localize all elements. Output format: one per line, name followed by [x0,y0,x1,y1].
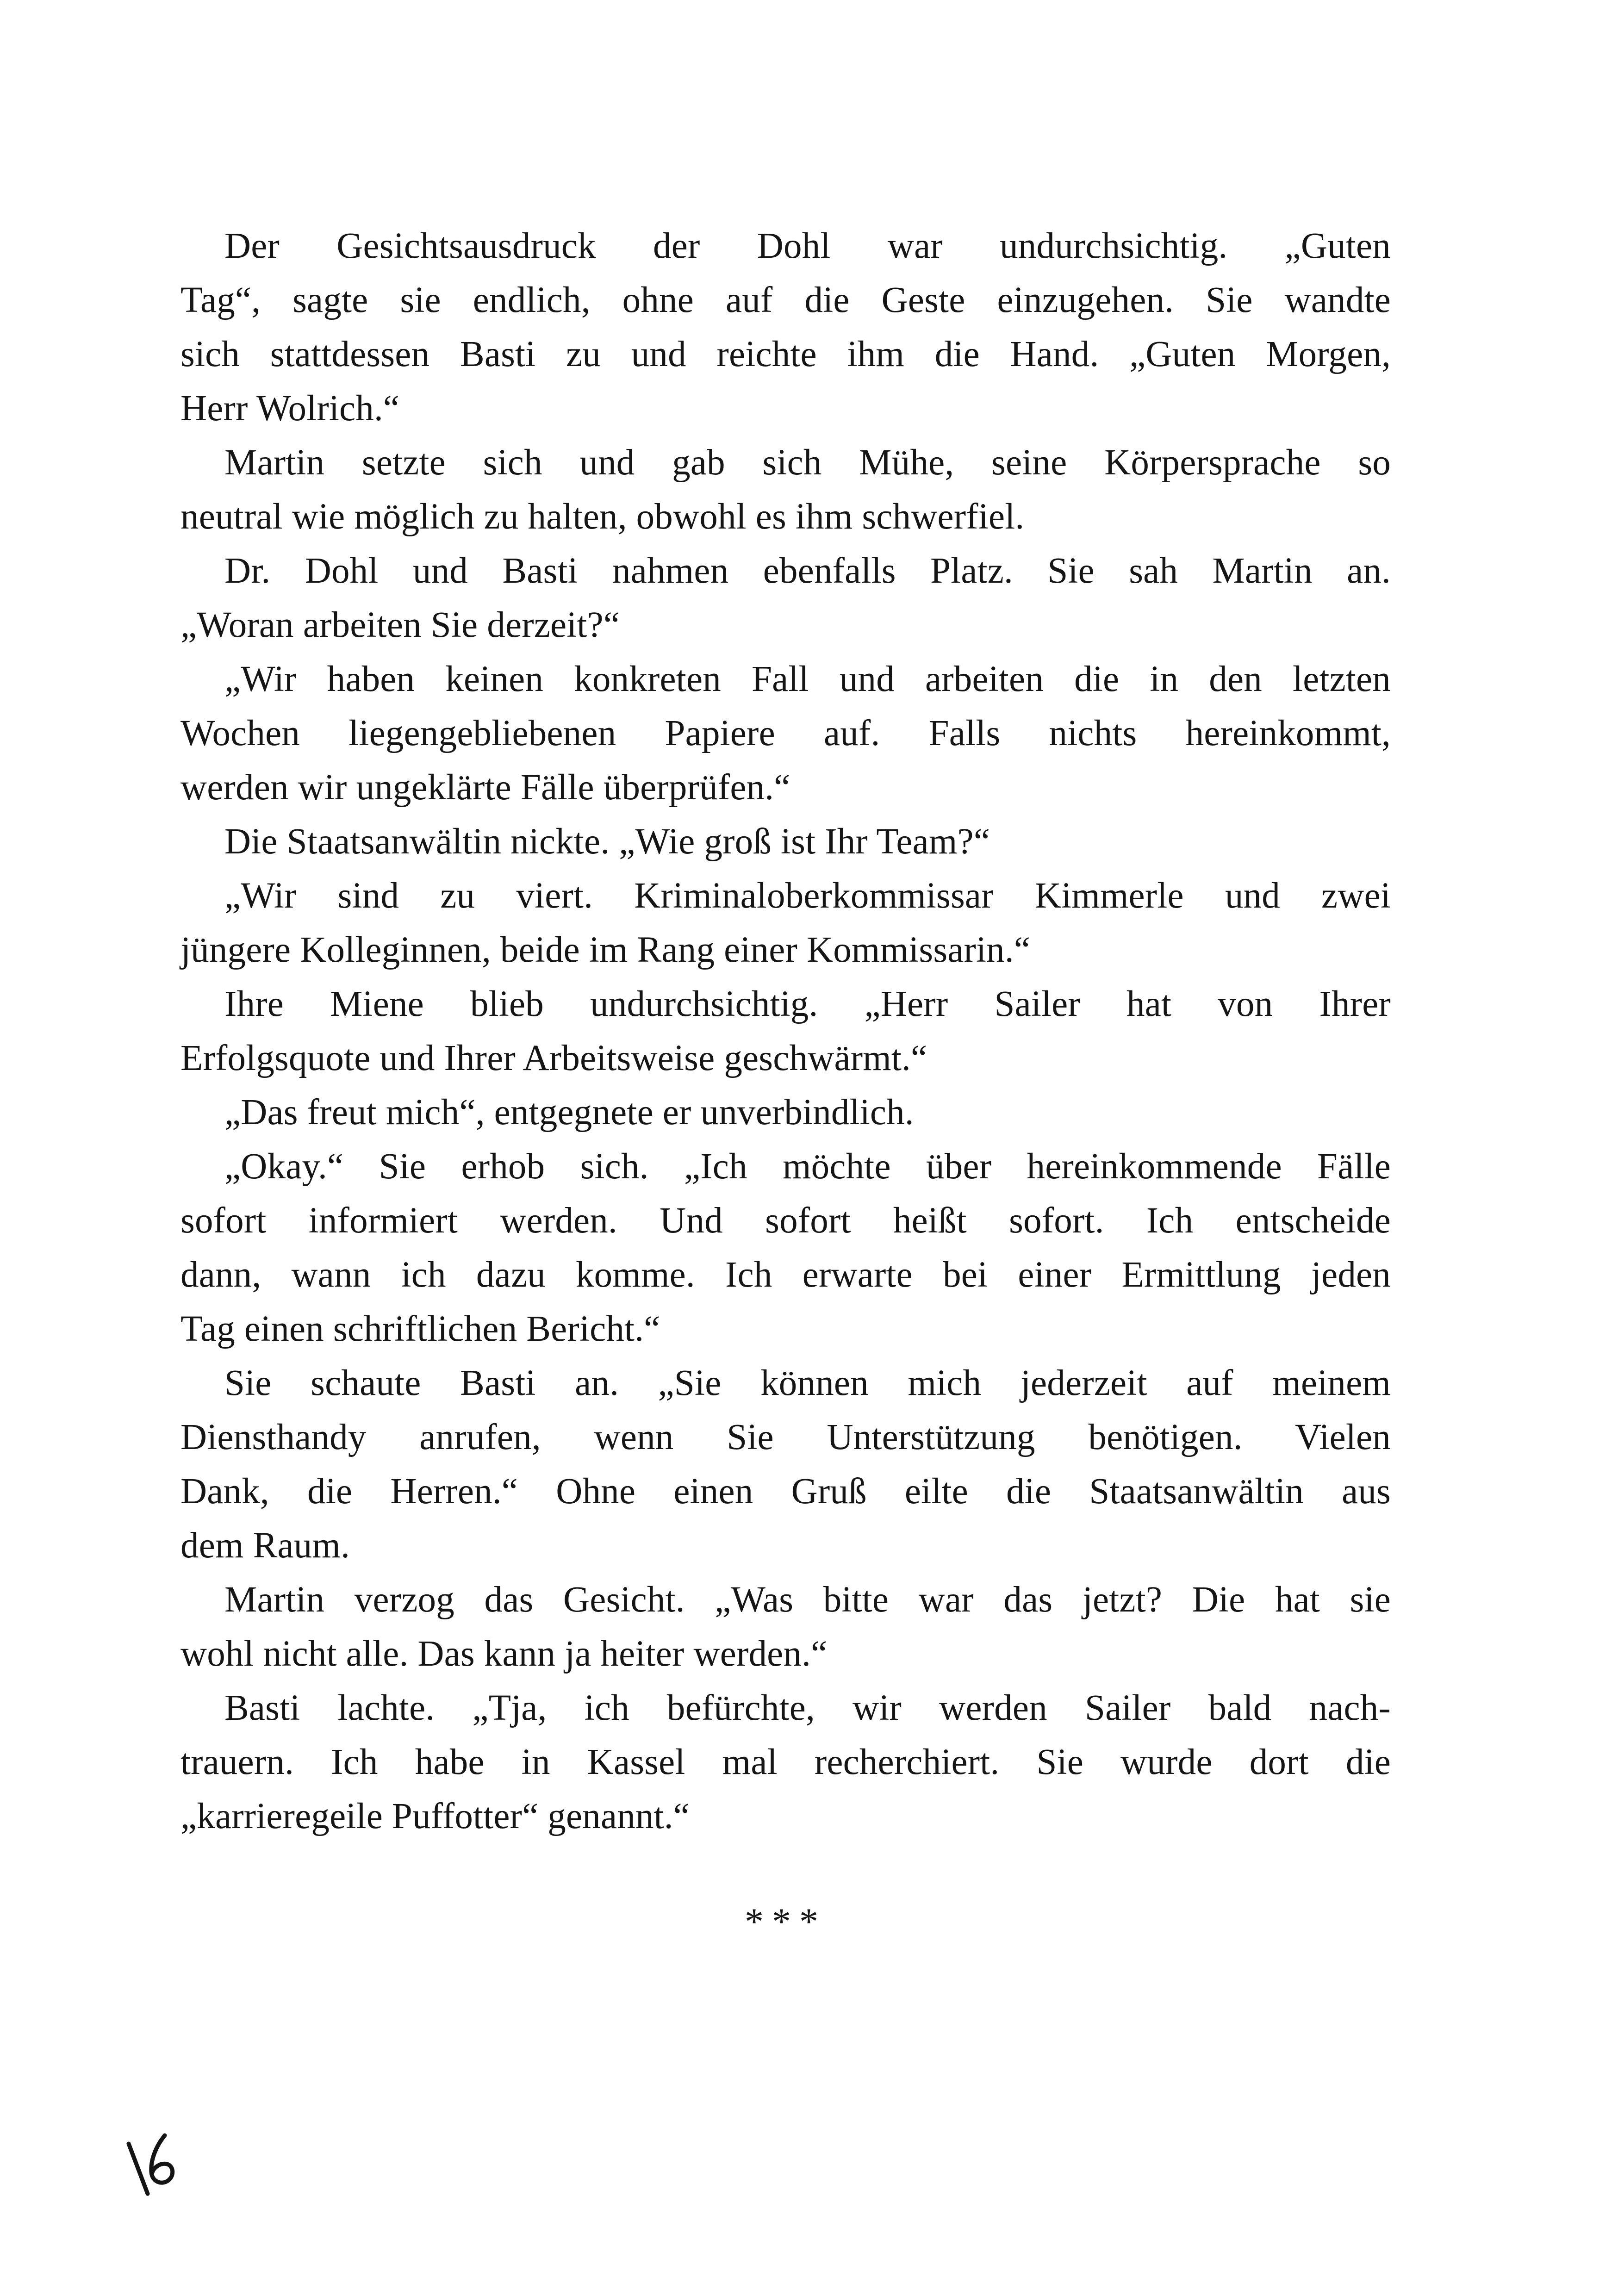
text-line: „karrieregeile Puffotter“ genannt.“ [180,1796,690,1836]
text-line: sofort informiert werden. Und sofort heißt sofort. Ich entscheide [180,1201,1391,1241]
paragraph [180,1356,1391,1573]
text-line: dem Raum. [180,1525,350,1566]
paragraph [180,1139,1391,1356]
text-line: trauern. Ich habe in Kassel mal recherchiert. Sie wurde dort die [180,1742,1391,1782]
text-line: Die Staatsanwältin nickte. „Wie groß ist Ihr Team?“ [224,821,990,862]
paragraph [180,219,1391,436]
text-line: Diensthandy anrufen, wenn Sie Unterstützung benötigen. Vielen [180,1417,1391,1457]
text-line: Der Gesichtsausdruck der Dohl war undurchsichtig. „Guten [224,226,1391,266]
handwritten-page-number-strokes [121,2129,195,2203]
body-text [180,219,1391,1843]
scene-separator: *** [745,1900,827,1942]
text-line: Herr Wolrich.“ [180,388,400,429]
text-line: sich stattdessen Basti zu und reichte ihm die Hand. „Guten Morgen, [180,334,1391,374]
text-line: Sie schaute Basti an. „Sie können mich jederzeit auf meinem [224,1363,1391,1403]
text-line: neutral wie möglich zu halten, obwohl es ihm schwerfiel. [180,497,1025,537]
paragraph [180,1085,1391,1139]
text-line: Wochen liegengebliebenen Papiere auf. Falls nichts hereinkommt, [180,713,1391,753]
text-line: „Wir sind zu viert. Kriminaloberkommissar Kimmerle und zwei [224,876,1391,916]
text-line: Dank, die Herren.“ Ohne einen Gruß eilte die Staatsanwältin aus [180,1471,1391,1512]
handwritten-page-number [121,2129,195,2203]
paragraph [180,815,1391,869]
text-line: „Wir haben keinen konkreten Fall und arbeiten die in den letzten [224,659,1391,699]
paragraph [180,652,1391,815]
paragraph [180,977,1391,1085]
text-line: werden wir ungeklärte Fälle überprüfen.“ [180,767,790,808]
paragraph [180,1681,1391,1843]
paragraph [180,869,1391,977]
paragraph [180,544,1391,652]
text-line: jüngere Kolleginnen, beide im Rang einer Kommissarin.“ [180,930,1031,970]
text-line: Tag einen schriftlichen Bericht.“ [180,1309,660,1349]
paragraph [180,436,1391,544]
text-line: Martin setzte sich und gab sich Mühe, seine Körpersprache so [224,442,1391,483]
text-line: Erfolgsquote und Ihrer Arbeitsweise geschwärmt.“ [180,1038,927,1078]
text-line: Martin verzog das Gesicht. „Was bitte war das jetzt? Die hat sie [224,1580,1391,1620]
paragraph [180,1573,1391,1681]
text-line: Tag“, sagte sie endlich, ohne auf die Geste einzugehen. Sie wandte [180,280,1391,320]
text-line: „Okay.“ Sie erhob sich. „Ich möchte über hereinkommende Fälle [224,1146,1391,1187]
text-line: „Das freut mich“, entgegnete er unverbindlich. [224,1092,914,1132]
text-line: Ihre Miene blieb undurchsichtig. „Herr Sailer hat von Ihrer [224,984,1391,1024]
text-line: „Woran arbeiten Sie derzeit?“ [180,605,620,645]
text-line: dann, wann ich dazu komme. Ich erwarte bei einer Ermittlung jeden [180,1255,1391,1295]
text-line: Dr. Dohl und Basti nahmen ebenfalls Platz. Sie sah Martin an. [224,551,1391,591]
text-line: Basti lachte. „Tja, ich befürchte, wir werden Sailer bald nach- [224,1688,1391,1728]
text-line: wohl nicht alle. Das kann ja heiter werden.“ [180,1634,828,1674]
